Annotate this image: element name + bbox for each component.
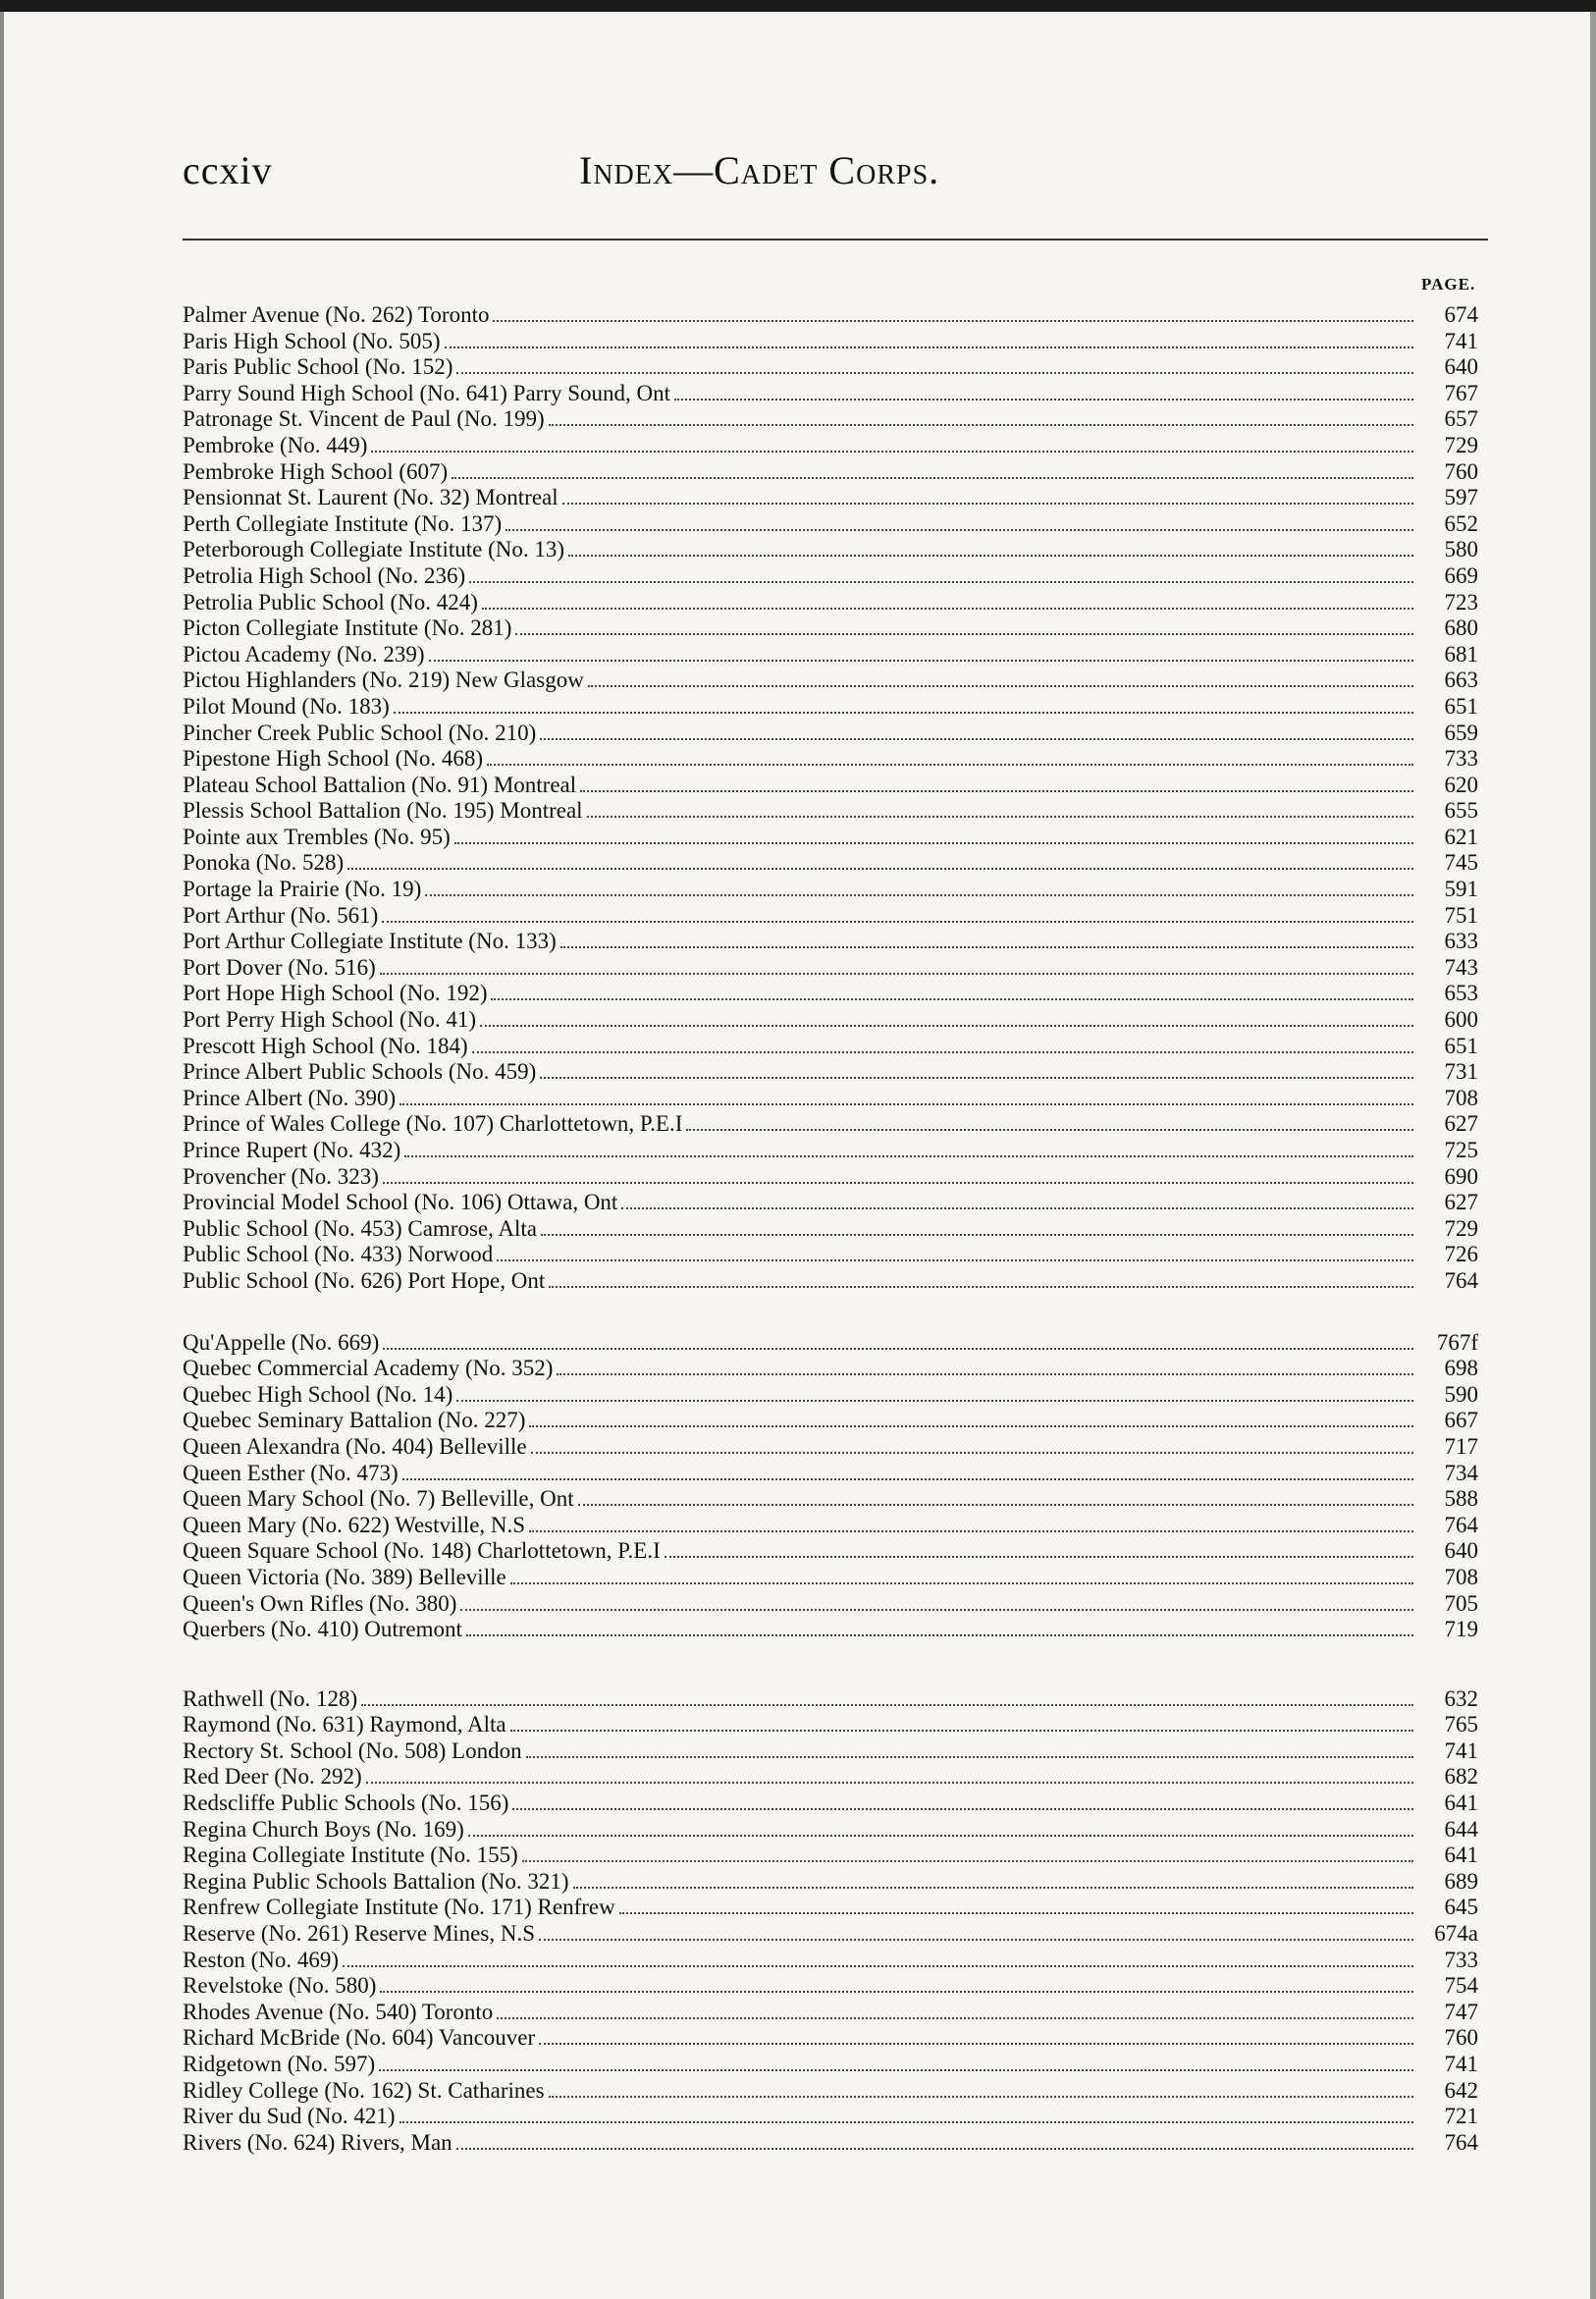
- entry-name: Peterborough Collegiate Institute (No. 13): [183, 537, 565, 562]
- index-entry: [183, 929, 1478, 955]
- entry-name: Queen Alexandra (No. 404) Belleville: [183, 1433, 527, 1459]
- entry-page: 717: [1444, 1433, 1478, 1459]
- entry-name: Queen Mary School (No. 7) Belleville, Ont: [183, 1486, 574, 1512]
- index-entry: [183, 1712, 1478, 1738]
- entry-name: Raymond (No. 631) Raymond, Alta: [183, 1712, 506, 1738]
- dot-leader: [380, 1991, 1413, 1993]
- entry-name: Revelstoke (No. 580): [183, 1973, 377, 1999]
- entry-page: 734: [1444, 1460, 1478, 1485]
- index-entry: [183, 590, 1478, 616]
- dot-leader: [472, 1051, 1413, 1053]
- dot-leader: [505, 529, 1413, 531]
- dot-leader: [573, 1887, 1413, 1889]
- index-entry: [183, 1408, 1478, 1434]
- index-entry: [183, 1869, 1478, 1896]
- entry-name: Port Arthur Collegiate Institute (No. 133): [183, 929, 557, 954]
- dot-leader: [510, 1730, 1413, 1732]
- index-entry: [183, 1356, 1478, 1382]
- entry-page: 680: [1444, 615, 1478, 641]
- index-entry: [183, 1086, 1478, 1112]
- entry-page: 731: [1444, 1059, 1478, 1085]
- dot-leader: [531, 1452, 1413, 1454]
- entry-page: 669: [1444, 562, 1478, 588]
- entry-page: 765: [1444, 1712, 1478, 1738]
- index-entry: [183, 1895, 1478, 1921]
- entry-name: Public School (No. 626) Port Hope, Ont: [183, 1267, 546, 1293]
- entry-name: Port Perry High School (No. 41): [183, 1007, 476, 1033]
- index-entry: [183, 2000, 1478, 2026]
- entry-name: Red Deer (No. 292): [183, 1764, 362, 1790]
- top-border: [0, 0, 1596, 12]
- dot-leader: [454, 842, 1413, 844]
- dot-leader: [487, 764, 1413, 766]
- dot-leader: [541, 1234, 1413, 1236]
- dot-leader: [402, 1478, 1413, 1480]
- entry-page: 690: [1444, 1163, 1478, 1189]
- entry-name: Rathwell (No. 128): [183, 1685, 358, 1711]
- entry-page: 663: [1444, 668, 1478, 693]
- entry-name: Prince Albert Public Schools (No. 459): [183, 1059, 537, 1085]
- entry-name: Plateau School Battalion (No. 91) Montreal: [183, 772, 577, 797]
- dot-leader: [452, 477, 1413, 479]
- entry-name: Public School (No. 453) Camrose, Alta: [183, 1215, 537, 1241]
- entry-name: Quebec Seminary Battalion (No. 227): [183, 1408, 526, 1433]
- index-entry: [183, 1686, 1478, 1713]
- dot-leader: [480, 1025, 1413, 1027]
- entry-name: Provincial Model School (No. 106) Ottawa, Ont: [183, 1190, 618, 1215]
- entry-name: Regina Public Schools Battalion (No. 321): [183, 1868, 569, 1894]
- dot-leader: [549, 2096, 1413, 2098]
- index-entry: [183, 825, 1478, 851]
- index-entry: [183, 903, 1478, 930]
- index-entry: [183, 1617, 1478, 1643]
- entry-name: Rhodes Avenue (No. 540) Toronto: [183, 1999, 494, 2024]
- section-gap: [183, 1643, 1478, 1686]
- dot-leader: [560, 946, 1413, 948]
- entry-name: Ponoka (No. 528): [183, 850, 345, 876]
- entry-name: Prescott High School (No. 184): [183, 1033, 468, 1058]
- index-entry: [183, 721, 1478, 747]
- entry-name: Perth Collegiate Institute (No. 137): [183, 510, 503, 536]
- entry-page: 719: [1444, 1617, 1478, 1642]
- index-entry: [183, 537, 1478, 563]
- entry-name: Palmer Avenue (No. 262) Toronto: [183, 302, 490, 327]
- index-entry: [183, 1216, 1478, 1243]
- entry-name: Pincher Creek Public School (No. 210): [183, 720, 537, 745]
- index-entry: [183, 746, 1478, 773]
- dot-leader: [482, 608, 1413, 610]
- dot-leader: [557, 1373, 1413, 1375]
- entry-page: 633: [1444, 929, 1478, 954]
- dot-leader: [469, 581, 1413, 583]
- index-entry: [183, 381, 1478, 407]
- index-entry: [183, 1738, 1478, 1765]
- dot-leader: [526, 1756, 1413, 1758]
- dot-leader: [425, 894, 1413, 896]
- entry-name: Quebec High School (No. 14): [183, 1381, 453, 1407]
- entry-name: Qu'Appelle (No. 669): [183, 1329, 380, 1355]
- index-section: [183, 302, 1478, 1295]
- dot-leader: [468, 1835, 1413, 1837]
- dot-leader: [497, 1259, 1413, 1261]
- entry-name: Renfrew Collegiate Institute (No. 171) Renfrew: [183, 1895, 615, 1920]
- index-entry: [183, 2130, 1478, 2157]
- entry-page: 640: [1444, 354, 1478, 380]
- entry-name: Port Hope High School (No. 192): [183, 981, 488, 1006]
- index-entry: [183, 1791, 1478, 1817]
- index-entry: [183, 1242, 1478, 1268]
- entry-name: Pictou Academy (No. 239): [183, 641, 425, 667]
- dot-leader: [347, 868, 1413, 870]
- entry-name: Prince of Wales College (No. 107) Charlottetown, P.E.I: [183, 1111, 683, 1137]
- entry-name: Petrolia Public School (No. 424): [183, 589, 478, 615]
- dot-leader: [510, 1582, 1413, 1584]
- entry-page: 708: [1444, 1564, 1478, 1589]
- entry-page: 764: [1444, 1512, 1478, 1537]
- dot-leader: [466, 1634, 1413, 1636]
- entry-page: 764: [1444, 1267, 1478, 1293]
- page-header: [183, 147, 1488, 206]
- index-entry: [183, 1486, 1478, 1513]
- index-entry: [183, 1330, 1478, 1357]
- dot-leader: [568, 555, 1413, 557]
- entry-name: Paris High School (No. 505): [183, 328, 441, 353]
- index-entry: [183, 798, 1478, 825]
- dot-leader: [493, 320, 1413, 322]
- index-entry: [183, 1268, 1478, 1295]
- dot-leader: [366, 1782, 1413, 1784]
- index-entry: [183, 1190, 1478, 1216]
- entry-page: 725: [1444, 1138, 1478, 1162]
- index-entry: [183, 877, 1478, 903]
- index-entry: [183, 1565, 1478, 1591]
- entry-page: 751: [1444, 902, 1478, 928]
- entry-page: 741: [1444, 1738, 1478, 1763]
- entry-name: Port Arthur (No. 561): [183, 902, 379, 928]
- dot-leader: [621, 1207, 1413, 1209]
- entry-name: Public School (No. 433) Norwood: [183, 1242, 494, 1267]
- index-entry: [183, 1513, 1478, 1539]
- dot-leader: [497, 2017, 1413, 2019]
- entry-name: Richard McBride (No. 604) Vancouver: [183, 2025, 536, 2051]
- entry-page: 741: [1444, 328, 1478, 353]
- entry-page: 689: [1444, 1868, 1478, 1894]
- entry-name: Quebec Commercial Academy (No. 352): [183, 1356, 554, 1381]
- entry-page: 743: [1444, 954, 1478, 980]
- index-entry: [183, 2078, 1478, 2105]
- entry-name: Portage la Prairie (No. 19): [183, 877, 422, 902]
- dot-leader: [371, 451, 1413, 453]
- entry-page: 729: [1444, 432, 1478, 457]
- dot-leader: [522, 1860, 1413, 1862]
- entry-name: Pensionnat St. Laurent (No. 32) Montreal: [183, 485, 559, 510]
- entry-page: 591: [1444, 877, 1478, 902]
- entry-name: Queen Victoria (No. 389) Belleville: [183, 1564, 506, 1589]
- entry-page: 733: [1444, 1947, 1478, 1972]
- index-entry: [183, 668, 1478, 694]
- index-entry: [183, 1434, 1478, 1461]
- dot-leader: [578, 1504, 1413, 1506]
- entry-page: 708: [1444, 1085, 1478, 1110]
- entry-name: Ridley College (No. 162) St. Catharines: [183, 2077, 545, 2103]
- index-entry: [183, 694, 1478, 721]
- entry-name: Prince Rupert (No. 432): [183, 1138, 401, 1162]
- dot-leader: [379, 2069, 1413, 2071]
- dot-leader: [491, 998, 1413, 1000]
- entry-name: Plessis School Battalion (No. 195) Montreal: [183, 798, 583, 824]
- entry-name: Provencher (No. 323): [183, 1163, 379, 1189]
- entry-page: 580: [1444, 537, 1478, 562]
- index-entry: [183, 485, 1478, 511]
- index-entry: [183, 850, 1478, 877]
- entry-page: 698: [1444, 1356, 1478, 1381]
- dot-leader: [686, 1129, 1413, 1131]
- dot-leader: [460, 1609, 1413, 1611]
- dot-leader: [404, 1155, 1413, 1157]
- index-entry: [183, 773, 1478, 799]
- entry-name: Parry Sound High School (No. 641) Parry Sound, Ont: [183, 380, 671, 405]
- section-gap: [183, 1295, 1478, 1330]
- dot-leader: [540, 738, 1413, 740]
- entry-name: Pembroke High School (607): [183, 458, 449, 484]
- entry-name: Redscliffe Public Schools (No. 156): [183, 1791, 509, 1816]
- index-entry: [183, 459, 1478, 486]
- entry-page: 640: [1444, 1538, 1478, 1564]
- header-rule: [183, 239, 1488, 241]
- entry-page: 590: [1444, 1381, 1478, 1407]
- index-entry: [183, 2052, 1478, 2078]
- index-entry: [183, 511, 1478, 538]
- index-entry: [183, 1111, 1478, 1138]
- entry-page: 641: [1444, 1843, 1478, 1868]
- index-entry: [183, 563, 1478, 590]
- entry-page: 760: [1444, 458, 1478, 484]
- index-entry: [183, 1059, 1478, 1086]
- index-entry: [183, 1817, 1478, 1844]
- dot-leader: [529, 1425, 1413, 1427]
- folio-number: ccxiv: [183, 148, 273, 192]
- index-entry: [183, 1921, 1478, 1948]
- entry-page: 721: [1444, 2104, 1478, 2129]
- dot-leader: [456, 372, 1413, 374]
- entry-page: 645: [1444, 1895, 1478, 1920]
- entry-name: Queen Square School (No. 148) Charlottetown, P.E.I: [183, 1538, 661, 1564]
- entry-page: 681: [1444, 641, 1478, 667]
- index-entry: [183, 1948, 1478, 1974]
- entry-name: Reserve (No. 261) Reserve Mines, N.S: [183, 1921, 535, 1947]
- entry-page: 667: [1444, 1408, 1478, 1433]
- dot-leader: [456, 2148, 1413, 2150]
- dot-leader: [580, 790, 1413, 792]
- entry-page: 729: [1444, 1215, 1478, 1241]
- entry-name: Pembroke (No. 449): [183, 432, 368, 457]
- entry-page: 620: [1444, 772, 1478, 797]
- dot-leader: [674, 399, 1413, 401]
- index-entry: [183, 1461, 1478, 1487]
- dot-leader: [549, 424, 1413, 426]
- dot-leader: [394, 712, 1413, 714]
- entry-name: Picton Collegiate Institute (No. 281): [183, 615, 512, 641]
- entry-name: Ridgetown (No. 597): [183, 2052, 376, 2076]
- dot-leader: [549, 1286, 1413, 1288]
- index-entry: [183, 329, 1478, 355]
- entry-name: Rectory St. School (No. 508) London: [183, 1738, 522, 1763]
- index-entry: [183, 2104, 1478, 2130]
- dot-leader: [665, 1556, 1413, 1558]
- page-column-heading: PAGE.: [1421, 275, 1476, 294]
- left-page-edge: [0, 12, 4, 2299]
- dot-leader: [456, 1400, 1413, 1402]
- index-entry: [183, 1591, 1478, 1618]
- dot-leader: [619, 1912, 1413, 1914]
- entry-page: 644: [1444, 1816, 1478, 1842]
- dot-leader: [539, 2043, 1413, 2045]
- entry-page: 764: [1444, 2129, 1478, 2155]
- entry-page: 682: [1444, 1764, 1478, 1790]
- right-page-edge: [1590, 12, 1596, 2299]
- index-entry: [183, 406, 1478, 433]
- entry-page: 674a: [1434, 1921, 1478, 1947]
- dot-leader: [587, 816, 1413, 818]
- entry-page: 745: [1444, 850, 1478, 876]
- entry-name: Pictou Highlanders (No. 219) New Glasgow: [183, 668, 584, 693]
- entry-name: Regina Collegiate Institute (No. 155): [183, 1843, 518, 1868]
- index-entry: [183, 1138, 1478, 1164]
- page-title: Index—Cadet Corps.: [579, 148, 940, 192]
- entry-name: Querbers (No. 410) Outremont: [183, 1617, 462, 1642]
- entry-name: Petrolia High School (No. 236): [183, 562, 466, 588]
- entry-page: 657: [1444, 406, 1478, 432]
- dot-leader: [382, 921, 1413, 923]
- entry-page: 747: [1444, 1999, 1478, 2024]
- entry-page: 632: [1444, 1685, 1478, 1711]
- dot-leader: [383, 1182, 1413, 1184]
- dot-leader: [445, 347, 1413, 348]
- index-entry: [183, 981, 1478, 1007]
- entry-name: Pilot Mound (No. 183): [183, 693, 390, 719]
- index-entry: [183, 2025, 1478, 2052]
- entry-page: 705: [1444, 1590, 1478, 1616]
- index-entry: [183, 1538, 1478, 1565]
- entry-name: Queen Esther (No. 473): [183, 1460, 399, 1485]
- entry-page: 767f: [1436, 1329, 1478, 1355]
- dot-leader: [383, 1348, 1413, 1350]
- index-entry: [183, 1764, 1478, 1791]
- index-section: [183, 1686, 1478, 2157]
- index-list: [183, 302, 1478, 2156]
- index-entry: [183, 302, 1478, 329]
- entry-page: 760: [1444, 2025, 1478, 2051]
- entry-page: 767: [1444, 380, 1478, 405]
- entry-page: 659: [1444, 720, 1478, 745]
- entry-name: Pointe aux Trembles (No. 95): [183, 824, 451, 849]
- index-section: [183, 1330, 1478, 1643]
- dot-leader: [399, 2121, 1413, 2123]
- entry-page: 651: [1444, 1033, 1478, 1058]
- entry-name: River du Sud (No. 421): [183, 2104, 396, 2129]
- entry-name: Regina Church Boys (No. 169): [183, 1816, 464, 1842]
- entry-page: 655: [1444, 798, 1478, 824]
- dot-leader: [539, 1939, 1413, 1941]
- entry-page: 674: [1444, 302, 1478, 327]
- entry-page: 652: [1444, 510, 1478, 536]
- entry-page: 597: [1444, 485, 1478, 510]
- dot-leader: [343, 1965, 1413, 1967]
- entry-page: 642: [1444, 2077, 1478, 2103]
- entry-page: 627: [1444, 1111, 1478, 1137]
- dot-leader: [588, 685, 1413, 687]
- dot-leader: [399, 1103, 1413, 1105]
- dot-leader: [540, 1077, 1413, 1079]
- entry-page: 651: [1444, 693, 1478, 719]
- entry-name: Queen's Own Rifles (No. 380): [183, 1590, 457, 1616]
- entry-page: 726: [1444, 1242, 1478, 1267]
- index-entry: [183, 1164, 1478, 1191]
- entry-name: Queen Mary (No. 622) Westville, N.S: [183, 1512, 526, 1537]
- entry-name: Port Dover (No. 516): [183, 954, 376, 980]
- entry-page: 621: [1444, 824, 1478, 849]
- dot-leader: [562, 503, 1413, 505]
- index-entry: [183, 354, 1478, 381]
- entry-name: Prince Albert (No. 390): [183, 1085, 397, 1110]
- entry-page: 653: [1444, 981, 1478, 1006]
- entry-page: 754: [1444, 1973, 1478, 1999]
- index-entry: [183, 433, 1478, 459]
- entry-page: 627: [1444, 1190, 1478, 1215]
- index-entry: [183, 1843, 1478, 1869]
- index-entry: [183, 1007, 1478, 1034]
- entry-page: 641: [1444, 1791, 1478, 1816]
- entry-name: Paris Public School (No. 152): [183, 354, 453, 380]
- entry-page: 588: [1444, 1486, 1478, 1512]
- dot-leader: [515, 633, 1413, 635]
- index-entry: [183, 615, 1478, 642]
- index-entry: [183, 1034, 1478, 1060]
- dot-leader: [529, 1530, 1413, 1532]
- index-entry: [183, 1973, 1478, 2000]
- index-entry: [183, 1382, 1478, 1409]
- index-entry: [183, 642, 1478, 668]
- entry-page: 600: [1444, 1007, 1478, 1033]
- entry-name: Rivers (No. 624) Rivers, Man: [183, 2129, 452, 2155]
- dot-leader: [512, 1808, 1413, 1810]
- dot-leader: [361, 1704, 1413, 1706]
- dot-leader: [429, 660, 1413, 662]
- dot-leader: [380, 973, 1413, 975]
- entry-page: 723: [1444, 589, 1478, 615]
- entry-page: 741: [1444, 2052, 1478, 2076]
- entry-name: Reston (No. 469): [183, 1947, 340, 1972]
- entry-page: 733: [1444, 746, 1478, 772]
- entry-name: Patronage St. Vincent de Paul (No. 199): [183, 406, 545, 432]
- entry-name: Pipestone High School (No. 468): [183, 746, 484, 772]
- index-entry: [183, 955, 1478, 982]
